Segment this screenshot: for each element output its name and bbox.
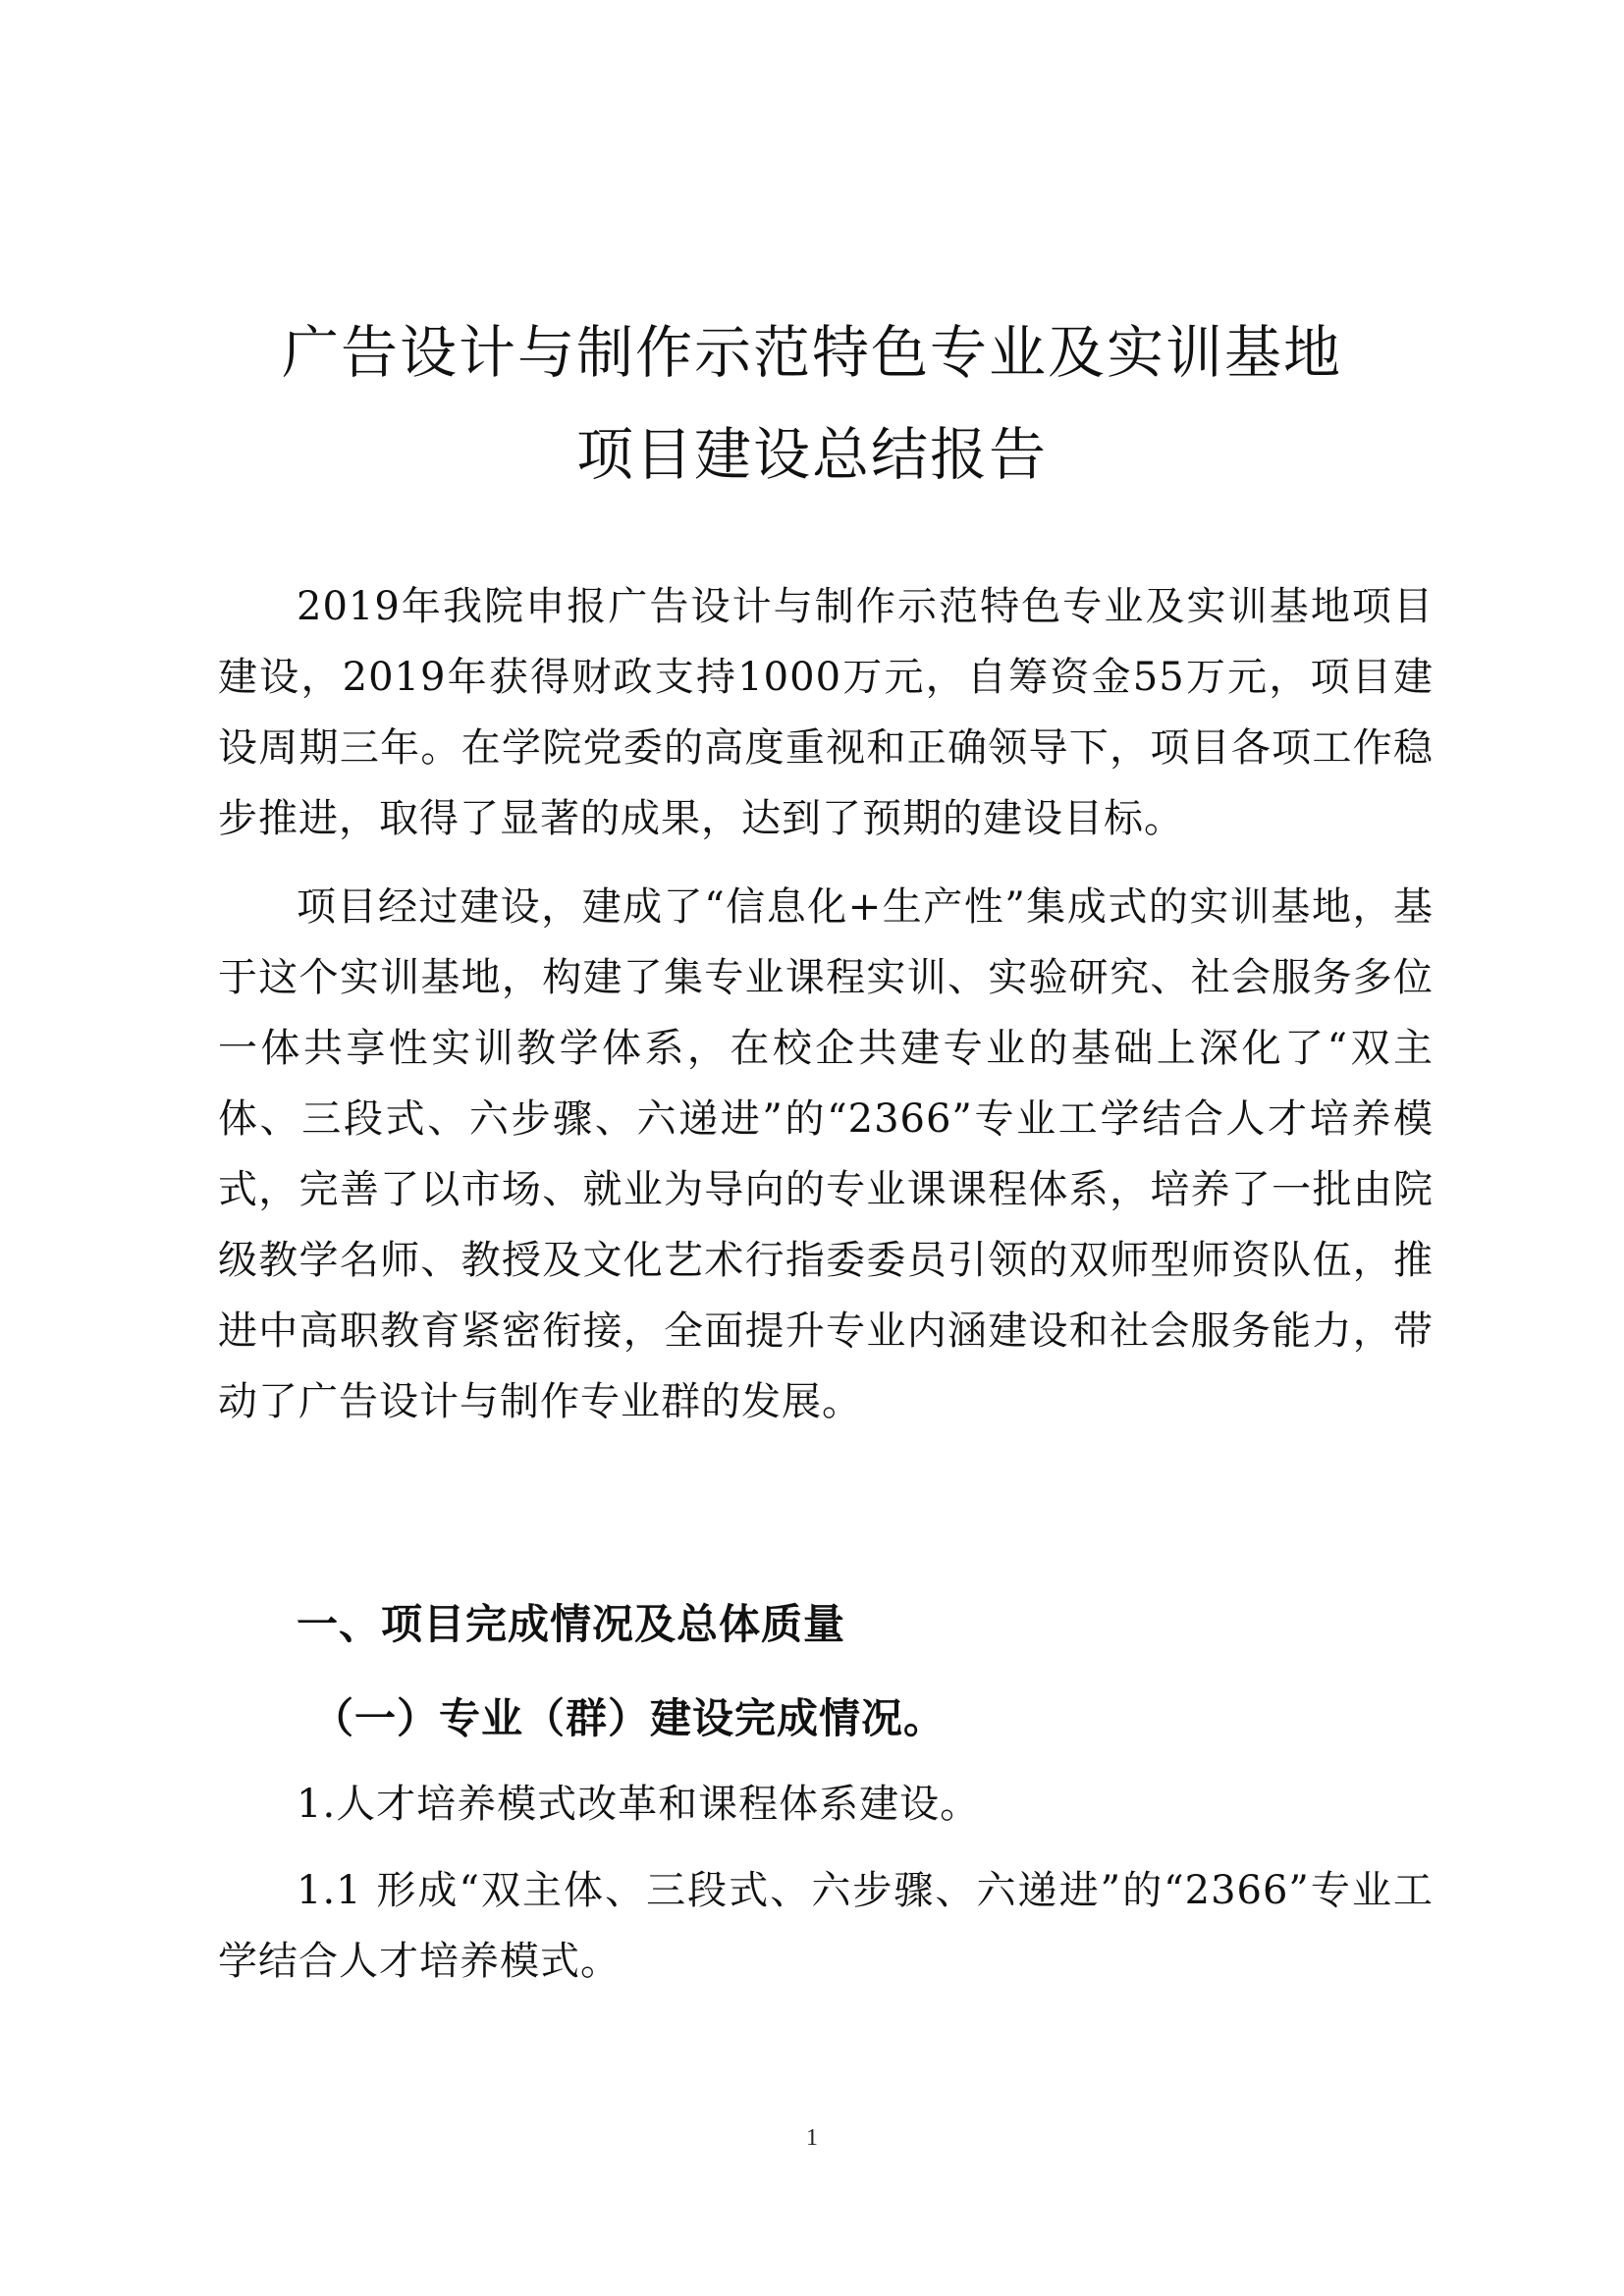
summary-paragraph: 项目经过建设，建成了“信息化+生产性”集成式的实训基地，基于这个实训基地，构建了集专业课程实训、实验研究、社会服务多位一体共享性实训教学体系，在校企共建专业的基础上深化了“双主体、三段式、六步骤、六递进”的“2366”专业工学结合人才培养模式，完善了以市场、就业为导向的专业课课程体系，培养了一批由院级教学名师、教授及文化艺术行指委委员引领的双师型师资队伍，推进中高职教育紧密衔接，全面提升专业内涵建设和社会服务能力，带动了广告设计与制作专业群的发展。 (218, 884, 1434, 1424)
list-item-1: 1.人才培养模式改革和课程体系建设。 (297, 1782, 981, 1827)
intro-paragraph: 2019年我院申报广告设计与制作示范特色专业及实训基地项目建设，2019年获得财政支持1000万元，自筹资金55万元，项目建设周期三年。在学院党委的高度重视和正确领导下，项目各项工作稳步推进，取得了显著的成果，达到了预期的建设目标。 (218, 584, 1434, 841)
subsection-heading: （一）专业（群）建设完成情况。 (312, 1694, 947, 1742)
document-title-line-2: 项目建设总结报告 (575, 421, 1048, 488)
section-heading: 一、项目完成情况及总体质量 (297, 1600, 846, 1648)
document-title-line-1: 广告设计与制作示范特色专业及实训基地 (281, 319, 1342, 386)
page-number: 1 (806, 2125, 818, 2151)
list-item-1-1: 1.1 形成“双主体、三段式、六步骤、六递进”的“2366”专业工学结合人才培养模式。 (218, 1868, 1434, 1984)
